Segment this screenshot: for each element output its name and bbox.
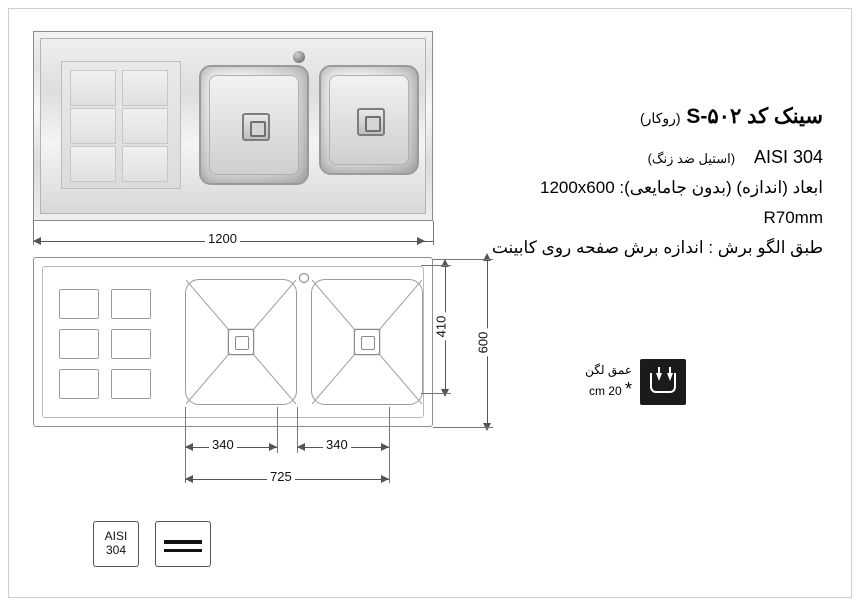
cut-note-row: [423, 238, 823, 258]
bowl-outline-left: [185, 279, 297, 405]
steel-line: [164, 540, 202, 544]
dimension-label-bowl-right: 340: [323, 437, 351, 452]
material-note: (استیل ضد زنگ): [647, 151, 736, 166]
drainboard-cell: [59, 369, 99, 399]
dimension-arrow: [33, 237, 41, 245]
drainboard-cell: [111, 369, 151, 399]
tap-hole: [299, 273, 309, 283]
dimension-label-width: 1200: [205, 231, 240, 246]
product-title: سینک کد S-۵۰۲: [686, 105, 823, 128]
dimension-arrow: [269, 443, 277, 451]
extension-line: [421, 393, 451, 394]
drain-strainer: [242, 113, 270, 141]
bowl-depth-block: [585, 359, 686, 405]
dimension-arrow: [185, 443, 193, 451]
extension-line: [277, 407, 278, 453]
product-title-row: [423, 104, 823, 129]
material-grade: AISI 304: [753, 147, 823, 167]
aisi-badge: [93, 521, 139, 567]
technical-drawing: [33, 257, 433, 427]
aisi-badge-line1: AISI: [104, 529, 128, 544]
drainboard-cell: [70, 70, 116, 106]
bowl-depth-label: عمق لگن: [585, 362, 632, 377]
aisi-badge-line2: 304: [105, 543, 127, 557]
cut-note: طبق الگو برش : اندازه برش صفحه روی کابینت: [491, 238, 823, 257]
drainboard: [61, 61, 181, 189]
bowl-depth-text: [585, 363, 632, 402]
sink-bowl-left: [199, 65, 309, 185]
tap-hole: [293, 51, 305, 63]
drain-strainer: [354, 329, 380, 355]
bowl-depth-value: 20 cm: [588, 384, 622, 399]
down-arrow-icon: [656, 373, 662, 381]
extension-line: [433, 427, 493, 428]
material-row: [423, 147, 823, 168]
dimension-label-bowls-total: 725: [267, 469, 295, 484]
sink-photo: [33, 31, 433, 221]
steel-lines-icon: [155, 521, 211, 567]
bowl-depth-icon: [640, 359, 686, 405]
dimensions-row: [423, 178, 823, 198]
radius-value: R70mm: [763, 208, 823, 227]
badge-row: [93, 521, 211, 567]
down-arrow-icon: [667, 373, 673, 381]
dimension-arrow: [185, 475, 193, 483]
specification-panel: [423, 104, 823, 268]
drawing-frame: [8, 8, 852, 598]
drainboard-cell: [122, 108, 168, 144]
drainboard-cell: [70, 108, 116, 144]
dimension-arrow: [381, 443, 389, 451]
drainboard-cell: [122, 70, 168, 106]
drainboard-cell: [59, 289, 99, 319]
dimensions-value: 1200x600: [539, 178, 615, 197]
product-title-sub: (روکار): [640, 110, 681, 126]
sink-photo-body: [40, 38, 426, 214]
steel-line: [164, 549, 202, 552]
sink-bowl-right: [319, 65, 419, 175]
drainboard-cell: [70, 146, 116, 182]
drainboard-cell: [59, 329, 99, 359]
drain-strainer: [228, 329, 254, 355]
dimension-label-overall-height: 600: [475, 329, 490, 357]
drain-strainer: [357, 108, 385, 136]
dimension-arrow: [297, 443, 305, 451]
extension-line: [389, 447, 390, 483]
drainboard-cell: [111, 289, 151, 319]
drainboard-cell: [122, 146, 168, 182]
asterisk-icon: *: [624, 379, 632, 400]
bowl-outline-right: [311, 279, 423, 405]
dimension-arrow: [381, 475, 389, 483]
radius-row: [423, 208, 823, 228]
drainboard-cell: [111, 329, 151, 359]
extension-line: [33, 221, 34, 245]
dimension-label-bowl-left: 340: [209, 437, 237, 452]
dimension-label-inner-height: 410: [433, 313, 448, 341]
dimensions-label: ابعاد (اندازه) (بدون جامایعی):: [619, 178, 823, 197]
